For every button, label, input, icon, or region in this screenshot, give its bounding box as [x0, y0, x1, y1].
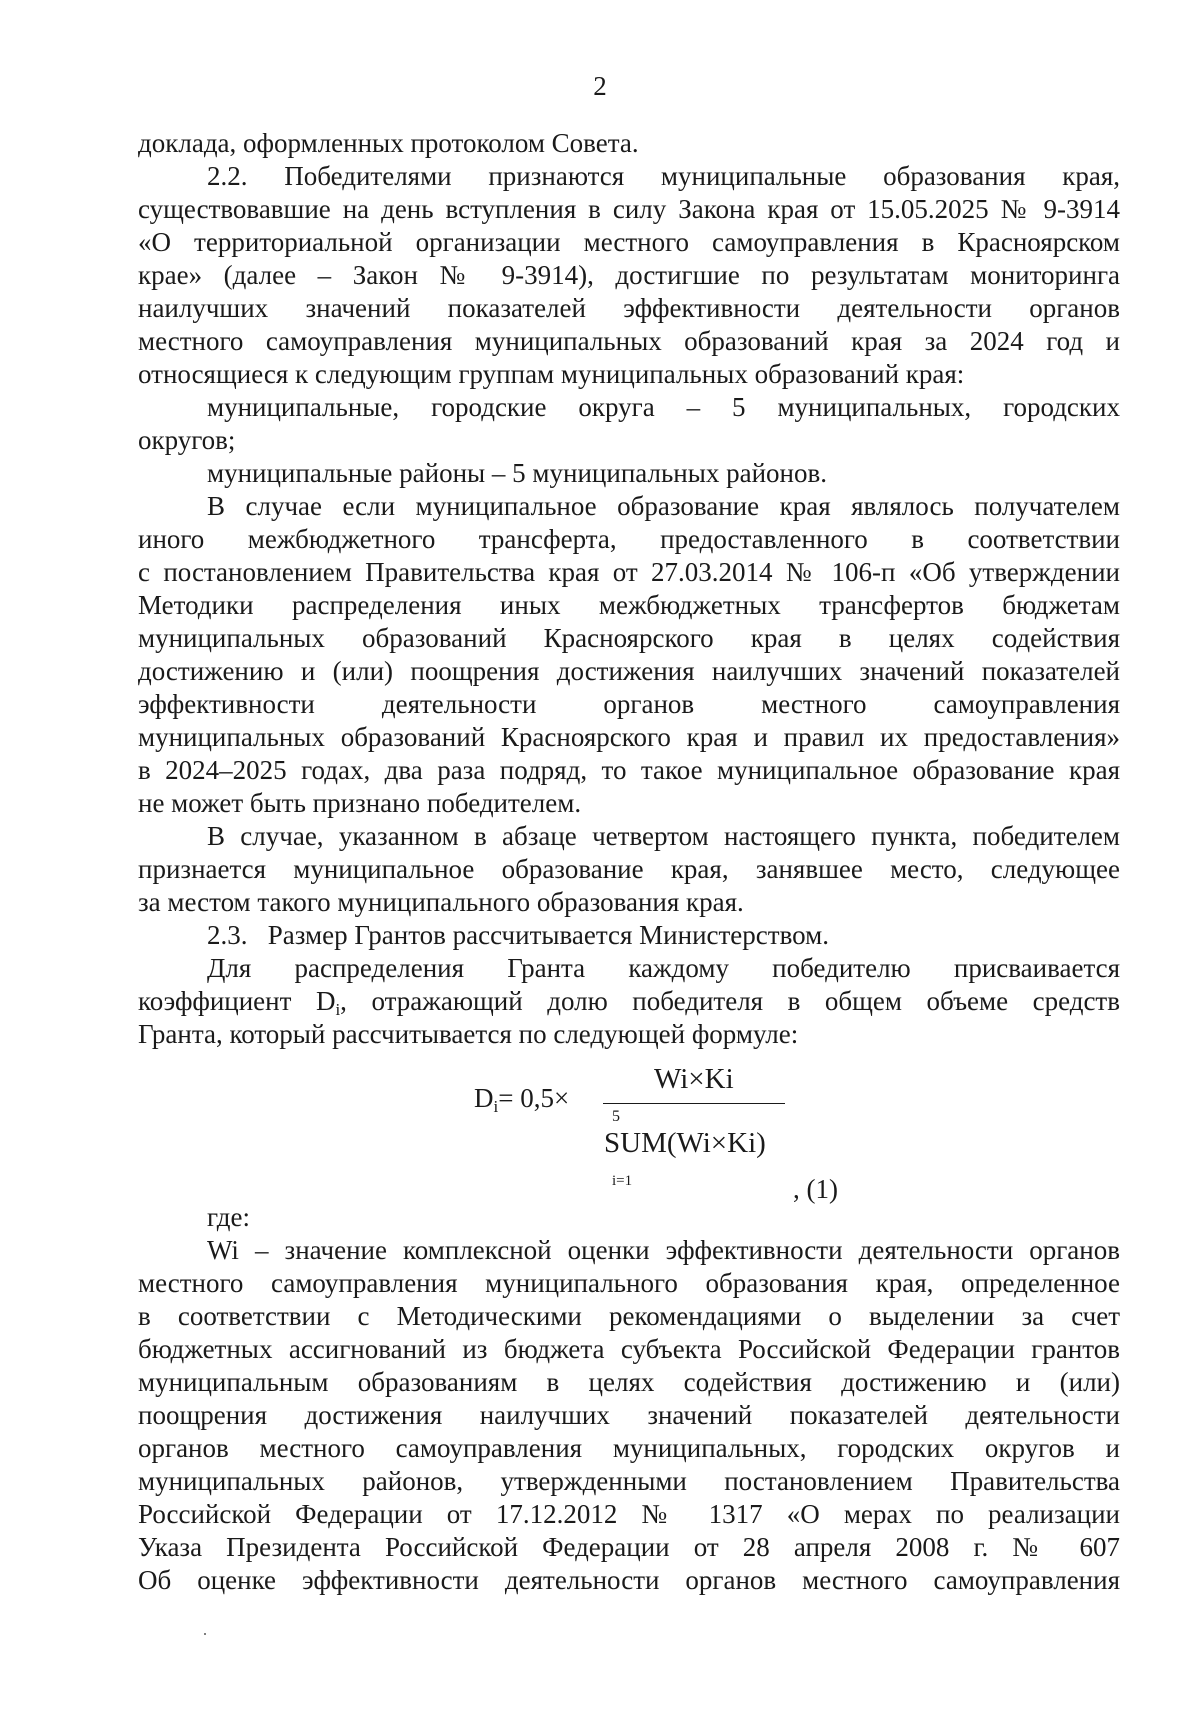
- text-line: муниципальных образований Красноярского края в целях содействия: [138, 623, 1120, 653]
- text-line: в соответствии с Методическими рекомендациями о выделении за счет: [138, 1301, 1120, 1331]
- page-number: 2: [593, 71, 607, 101]
- text-line: муниципальные, городские округа – 5 муниципальных, городских: [207, 392, 1120, 422]
- text-line: за местом такого муниципального образования края.: [138, 887, 744, 917]
- sum-lower-limit: i=1: [612, 1173, 633, 1189]
- text-line: Гранта, который рассчитывается по следующей формуле:: [138, 1019, 799, 1049]
- coef-text: коэффициент D: [138, 986, 336, 1016]
- text-line: крае» (далее – Закон № 9-3914), достигшие по результатам мониторинга: [138, 260, 1120, 290]
- text-line: [138, 985, 1120, 1018]
- formula-symbol: D: [474, 1083, 494, 1113]
- text-line: достижению и (или) поощрения достижения наилучших значений показателей: [138, 656, 1120, 686]
- formula-multiplier: = 0,5×: [498, 1083, 570, 1113]
- text-line: бюджетных ассигнований из бюджета субъекта Российской Федерации грантов: [138, 1334, 1120, 1364]
- scan-speck: [204, 1633, 206, 1635]
- text-line: в 2024–2025 годах, два раза подряд, то такое муниципальное образование края: [138, 755, 1120, 785]
- formula-denominator: SUM(Wi×Ki): [604, 1127, 766, 1159]
- text-line: Для распределения Гранта каждому победителю присваивается: [207, 953, 1120, 983]
- sum-upper-limit: 5: [612, 1108, 620, 1125]
- text-line: Российской Федерации от 17.12.2012 № 1317 «О мерах по реализации: [138, 1499, 1120, 1529]
- coef-subscript: i: [335, 1000, 341, 1019]
- formula-lhs: [474, 1082, 569, 1115]
- text-line: муниципальных районов, утвержденными постановлением Правительства: [138, 1466, 1120, 1496]
- text-line: поощрения достижения наилучших значений показателей деятельности: [138, 1400, 1120, 1430]
- text-line: 2.3. Размер Грантов рассчитывается Министерством.: [207, 920, 829, 950]
- formula-numerator: Wi×Ki: [654, 1063, 734, 1095]
- text-line: В случае если муниципальное образование края являлось получателем: [207, 491, 1120, 521]
- formula-symbol-sub: i: [493, 1097, 499, 1116]
- text-line: признается муниципальное образование края, занявшее место, следующее: [138, 854, 1120, 884]
- text-line: В случае, указанном в абзаце четвертом настоящего пункта, победителем: [207, 821, 1120, 851]
- text-line: эффективности деятельности органов местного самоуправления: [138, 689, 1120, 719]
- text-line: с постановлением Правительства края от 27.03.2014 № 106-п «Об утверждении: [138, 557, 1120, 587]
- text-line: относящиеся к следующим группам муниципальных образований края:: [138, 359, 965, 389]
- text-line: Об оценке эффективности деятельности органов местного самоуправления: [138, 1565, 1120, 1595]
- text-line: местного самоуправления муниципальных образований края за 2024 год и: [138, 326, 1120, 356]
- text-line: округов;: [138, 425, 236, 455]
- text-line: «О территориальной организации местного самоуправления в Красноярском: [138, 227, 1120, 257]
- equation-number: , (1): [793, 1174, 838, 1204]
- text-line: муниципальных образований Красноярского края и правил их предоставления»: [138, 722, 1120, 752]
- text-line: не может быть признано победителем.: [138, 788, 582, 818]
- fraction-bar: [603, 1103, 785, 1104]
- text-line: муниципальным образованиям в целях содействия достижению и (или): [138, 1367, 1120, 1397]
- text-line: Указа Президента Российской Федерации от 28 апреля 2008 г. № 607: [138, 1532, 1120, 1562]
- text-line: Методики распределения иных межбюджетных трансфертов бюджетам: [138, 590, 1120, 620]
- text-line: органов местного самоуправления муниципальных, городских округов и: [138, 1433, 1120, 1463]
- text-line: иного межбюджетного трансферта, предоставленного в соответствии: [138, 524, 1120, 554]
- text-line: 2.2. Победителями признаются муниципальные образования края,: [207, 161, 1120, 191]
- text-line: существовавшие на день вступления в силу Закона края от 15.05.2025 № 9-3914: [138, 194, 1120, 224]
- text-line: местного самоуправления муниципального образования края, определенное: [138, 1268, 1120, 1298]
- text-line: Wi – значение комплексной оценки эффективности деятельности органов: [207, 1235, 1120, 1265]
- text-line: муниципальные районы – 5 муниципальных районов.: [207, 458, 827, 488]
- text-line: доклада, оформленных протоколом Совета.: [138, 128, 639, 158]
- text-line: наилучших значений показателей эффективности деятельности органов: [138, 293, 1120, 323]
- coef-text-rest: , отражающий долю победителя в общем объеме средств: [340, 986, 1120, 1016]
- text-line: где:: [207, 1202, 250, 1232]
